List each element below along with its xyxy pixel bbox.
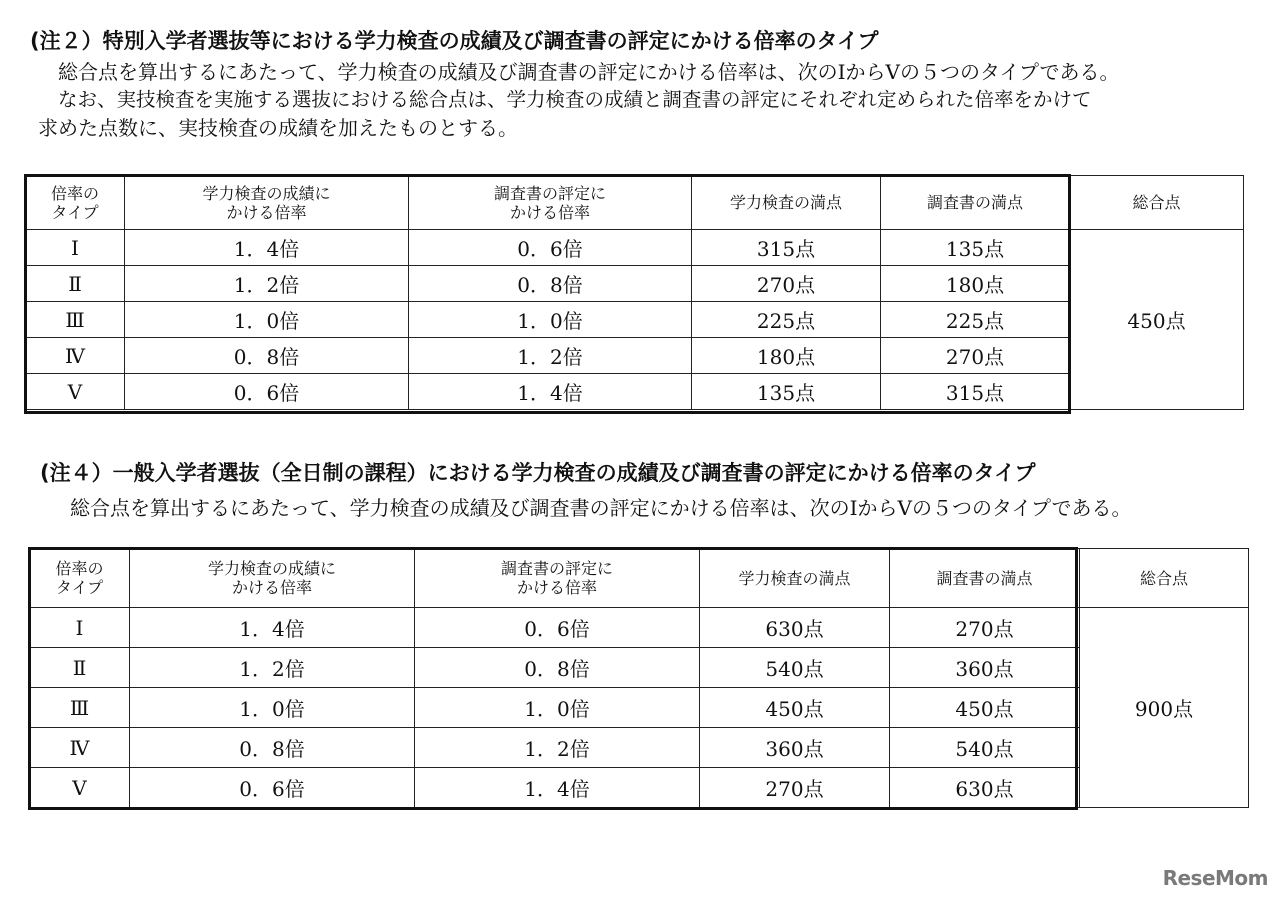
cell-exam-max: 630点 xyxy=(700,608,890,648)
cell-total: 900点 xyxy=(1080,608,1249,808)
table-row xyxy=(30,648,1249,688)
note2-paragraph-line3: 求めた点数に、実技検査の成績を加えたものとする。 xyxy=(38,116,518,140)
cell-exam-multiplier: 1．2倍 xyxy=(130,648,415,688)
table-row xyxy=(30,688,1249,728)
cell-report-multiplier: 1．0倍 xyxy=(409,302,692,338)
header-report-multiplier: 調査書の評定に かける倍率 xyxy=(415,549,700,608)
cell-exam-multiplier: 0．8倍 xyxy=(130,728,415,768)
table-row xyxy=(30,768,1249,808)
header-report-max: 調査書の満点 xyxy=(881,176,1070,230)
table-row xyxy=(26,302,1244,338)
cell-type: Ⅱ xyxy=(30,648,130,688)
cell-exam-max: 180点 xyxy=(692,338,881,374)
cell-exam-multiplier: 1．0倍 xyxy=(130,688,415,728)
cell-type: Ⅰ xyxy=(26,230,125,266)
cell-type: Ⅴ xyxy=(30,768,130,808)
header-report-max: 調査書の満点 xyxy=(890,549,1080,608)
table-row xyxy=(26,230,1244,266)
cell-type: Ⅰ xyxy=(30,608,130,648)
cell-report-multiplier: 1．4倍 xyxy=(409,374,692,410)
cell-exam-max: 540点 xyxy=(700,648,890,688)
table-header-row xyxy=(30,549,1249,608)
cell-report-max: 315点 xyxy=(881,374,1070,410)
cell-report-multiplier: 0．6倍 xyxy=(409,230,692,266)
cell-type: Ⅲ xyxy=(26,302,125,338)
cell-exam-max: 360点 xyxy=(700,728,890,768)
header-exam-max: 学力検査の満点 xyxy=(700,549,890,608)
cell-exam-max: 270点 xyxy=(692,266,881,302)
cell-exam-multiplier: 1．4倍 xyxy=(130,608,415,648)
cell-exam-max: 270点 xyxy=(700,768,890,808)
note4-paragraph-line1: 総合点を算出するにあたって、学力検査の成績及び調査書の評定にかける倍率は、次のⅠからⅤの５つのタイプである。 xyxy=(70,496,1132,520)
cell-report-multiplier: 1．2倍 xyxy=(415,728,700,768)
cell-exam-max: 135点 xyxy=(692,374,881,410)
cell-report-max: 270点 xyxy=(890,608,1080,648)
resemom-watermark-logo: ReseMom xyxy=(1162,866,1268,890)
header-type: 倍率の タイプ xyxy=(30,549,130,608)
header-exam-multiplier: 学力検査の成績に かける倍率 xyxy=(130,549,415,608)
header-total: 総合点 xyxy=(1080,549,1249,608)
cell-report-max: 135点 xyxy=(881,230,1070,266)
cell-exam-max: 315点 xyxy=(692,230,881,266)
cell-exam-multiplier: 1．2倍 xyxy=(125,266,409,302)
header-type: 倍率の タイプ xyxy=(26,176,125,230)
header-exam-max: 学力検査の満点 xyxy=(692,176,881,230)
cell-exam-multiplier: 1．0倍 xyxy=(125,302,409,338)
note2-score-table xyxy=(25,175,1244,410)
table-row xyxy=(30,608,1249,648)
cell-report-multiplier: 1．4倍 xyxy=(415,768,700,808)
note4-title: (注４）一般入学者選抜（全日制の課程）における学力検査の成績及び調査書の評定にかける倍率のタイプ xyxy=(40,461,1036,485)
note4-score-table xyxy=(29,548,1249,808)
cell-report-multiplier: 0．8倍 xyxy=(415,648,700,688)
header-exam-multiplier: 学力検査の成績に かける倍率 xyxy=(125,176,409,230)
table-row xyxy=(26,374,1244,410)
cell-report-multiplier: 1．2倍 xyxy=(409,338,692,374)
cell-exam-max: 450点 xyxy=(700,688,890,728)
table-row xyxy=(30,728,1249,768)
note2-paragraph-line2: なお、実技検査を実施する選抜における総合点は、学力検査の成績と調査書の評定にそれぞれ定められた倍率をかけて xyxy=(58,88,1092,111)
table-row xyxy=(26,266,1244,302)
cell-report-max: 270点 xyxy=(881,338,1070,374)
cell-type: Ⅱ xyxy=(26,266,125,302)
cell-report-max: 450点 xyxy=(890,688,1080,728)
cell-report-max: 225点 xyxy=(881,302,1070,338)
cell-report-max: 180点 xyxy=(881,266,1070,302)
cell-exam-max: 225点 xyxy=(692,302,881,338)
cell-report-multiplier: 0．8倍 xyxy=(409,266,692,302)
cell-type: Ⅴ xyxy=(26,374,125,410)
cell-report-max: 540点 xyxy=(890,728,1080,768)
cell-exam-multiplier: 0．8倍 xyxy=(125,338,409,374)
cell-report-multiplier: 0．6倍 xyxy=(415,608,700,648)
cell-exam-multiplier: 1．4倍 xyxy=(125,230,409,266)
table-header-row xyxy=(26,176,1244,230)
cell-type: Ⅲ xyxy=(30,688,130,728)
cell-report-multiplier: 1．0倍 xyxy=(415,688,700,728)
header-total: 総合点 xyxy=(1070,176,1244,230)
note2-title: (注２）特別入学者選抜等における学力検査の成績及び調査書の評定にかける倍率のタイプ xyxy=(30,29,879,53)
cell-type: Ⅳ xyxy=(26,338,125,374)
cell-exam-multiplier: 0．6倍 xyxy=(130,768,415,808)
cell-type: Ⅳ xyxy=(30,728,130,768)
header-report-multiplier: 調査書の評定に かける倍率 xyxy=(409,176,692,230)
cell-total: 450点 xyxy=(1070,230,1244,410)
note2-paragraph-line1: 総合点を算出するにあたって、学力検査の成績及び調査書の評定にかける倍率は、次のⅠからⅤの５つのタイプである。 xyxy=(58,60,1120,84)
cell-exam-multiplier: 0．6倍 xyxy=(125,374,409,410)
table-row xyxy=(26,338,1244,374)
cell-report-max: 360点 xyxy=(890,648,1080,688)
cell-report-max: 630点 xyxy=(890,768,1080,808)
